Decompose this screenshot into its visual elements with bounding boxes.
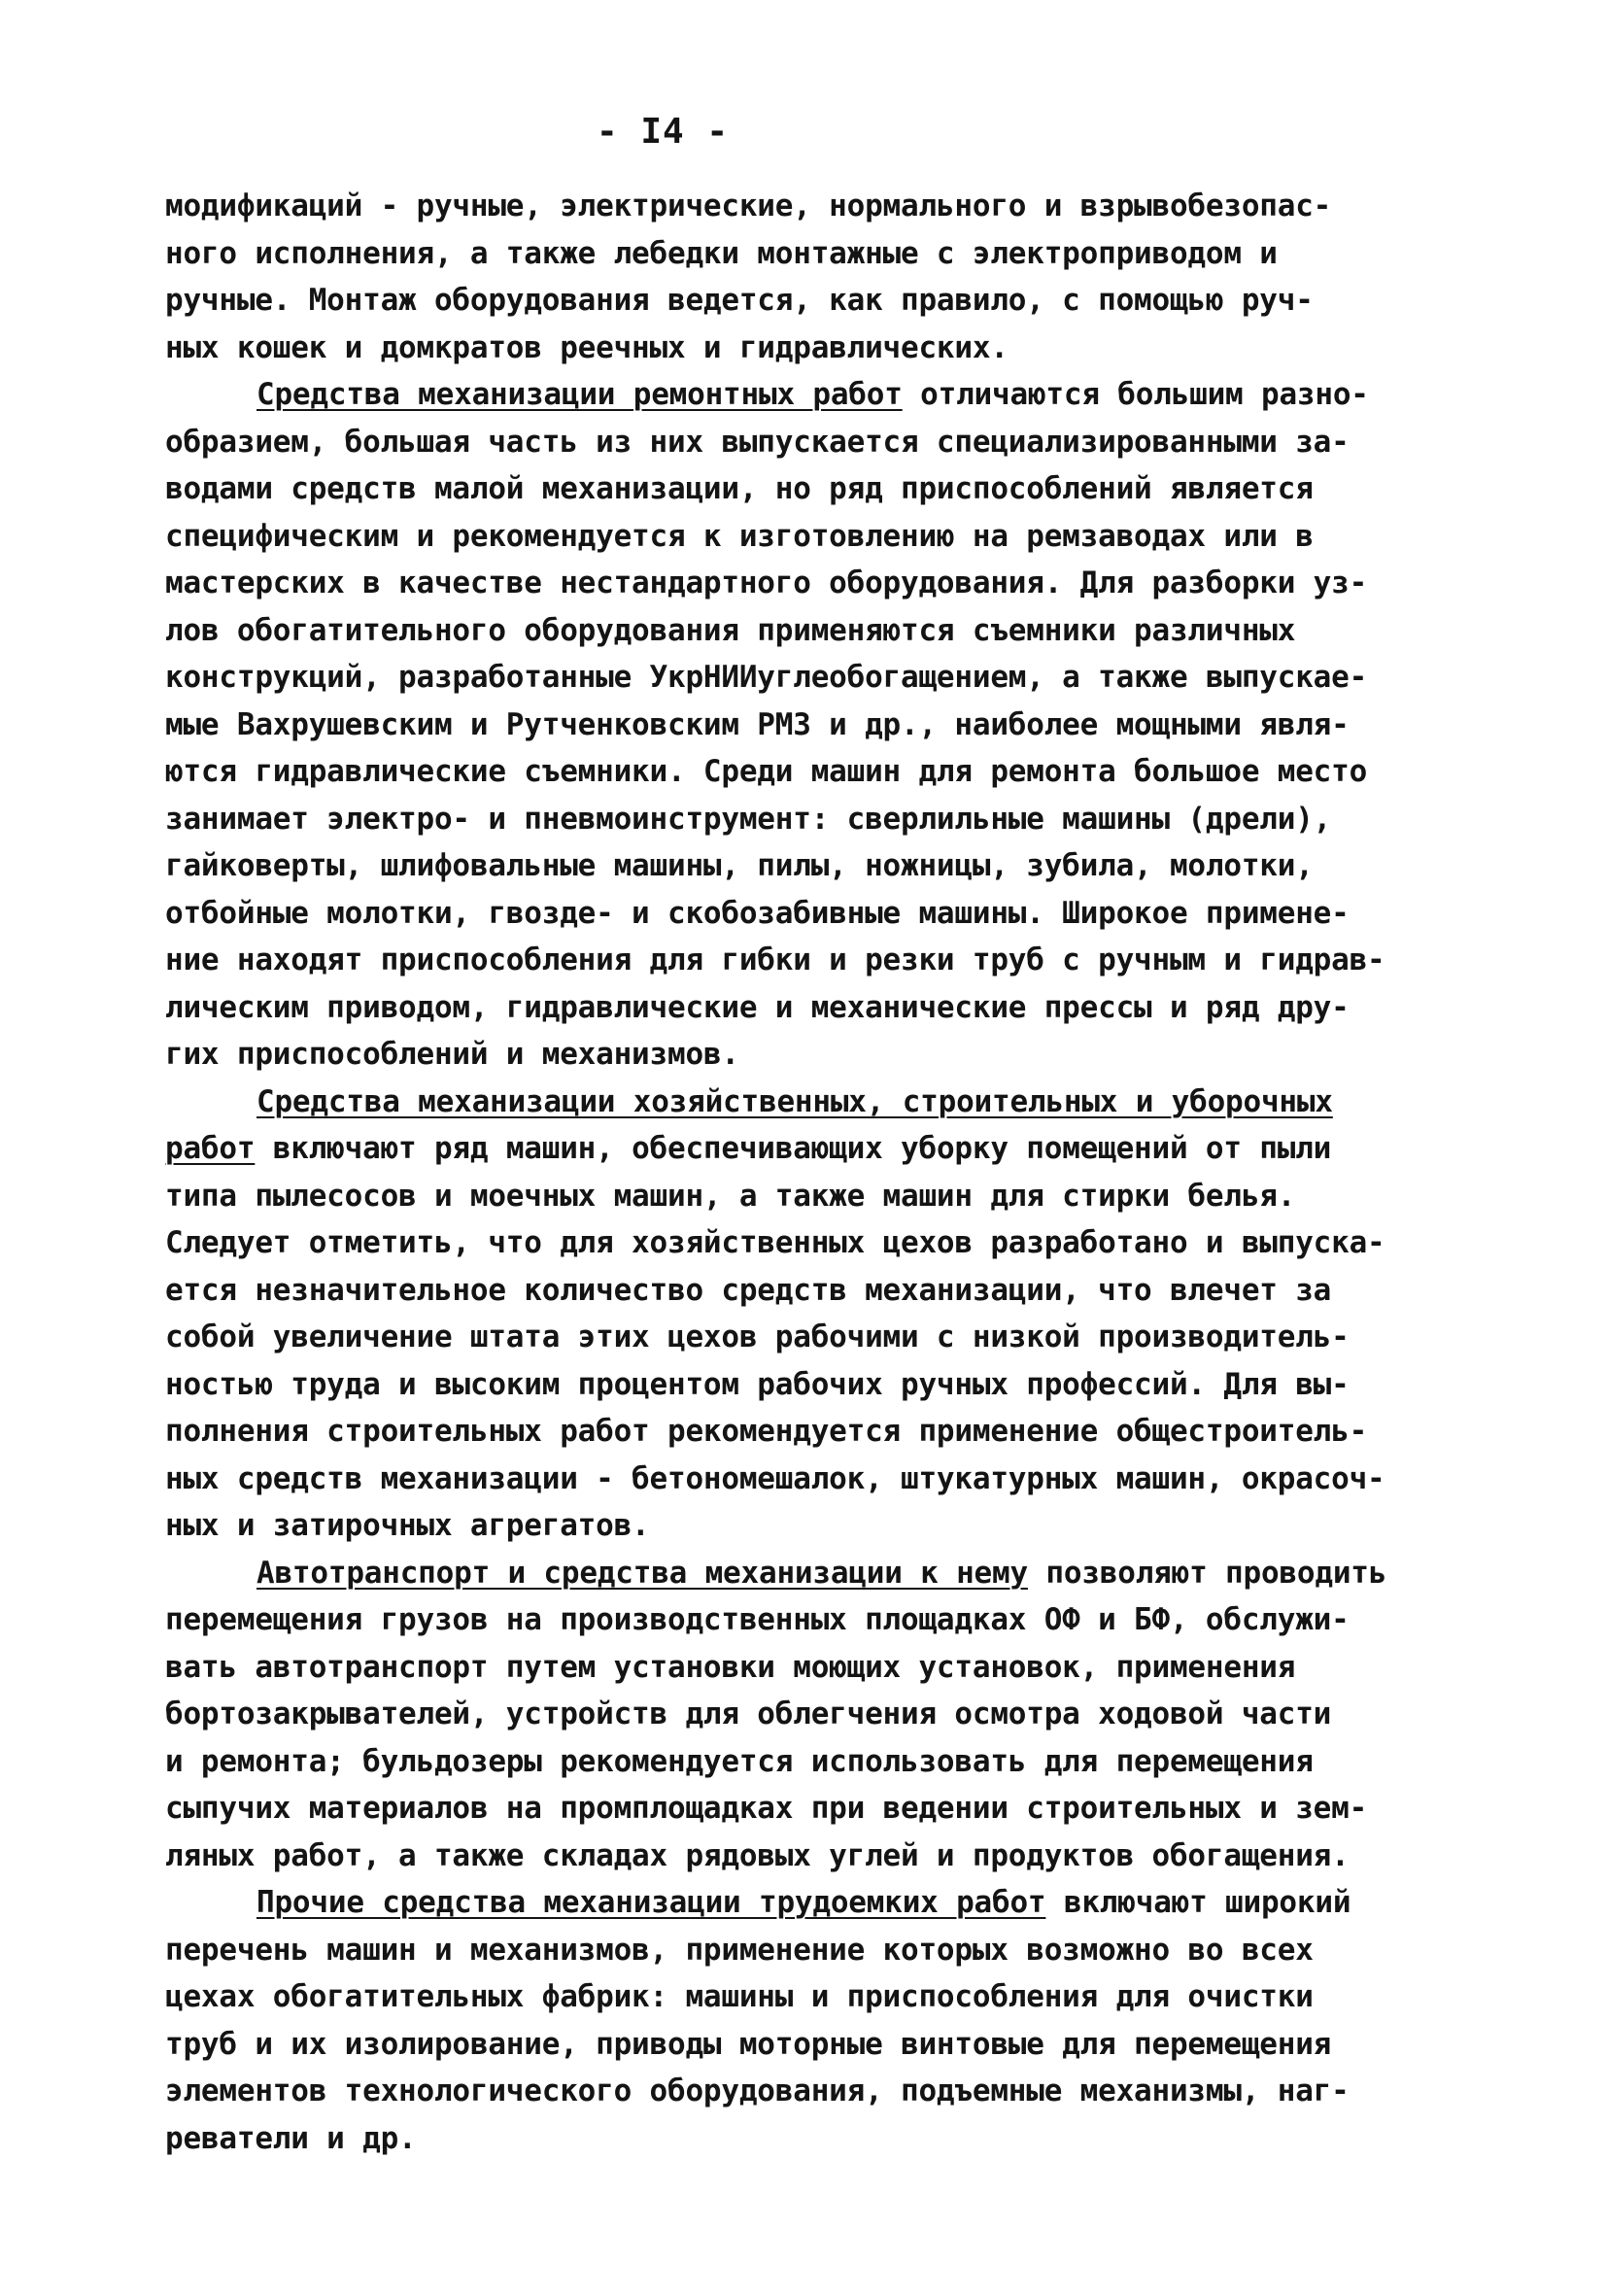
text-line: модификаций - ручные, электрические, нормального и взрывобезопас-: [165, 188, 1332, 223]
text-line: ются гидравлические съемники. Среди машин для ремонта большое место: [165, 754, 1368, 789]
text-line: и ремонта; бульдозеры рекомендуется использовать для перемещения: [165, 1743, 1314, 1779]
text-line: сыпучих материалов на промплощадках при ведении строительных и зем-: [165, 1791, 1368, 1826]
text-line: ляных работ, а также складах рядовых углей и продуктов обогащения.: [165, 1837, 1350, 1873]
body-text: [165, 183, 1487, 2162]
text-line: [165, 371, 1487, 419]
text-line: отбойные молотки, гвозде- и скобозабивные машины. Широкое примене-: [165, 895, 1350, 931]
text-line: перечень машин и механизмов, применение которых возможно во всех: [165, 1932, 1314, 1968]
section-heading-household-mechanization: Средства механизации хозяйственных, строительных и уборочных: [256, 1083, 1333, 1119]
text-line: ных кошек и домкратов реечных и гидравлических.: [165, 329, 1009, 365]
text-line: гайковерты, шлифовальные машины, пилы, ножницы, зубила, молотки,: [165, 848, 1314, 883]
text-line: ностью труда и высоким процентом рабочих ручных профессий. Для вы-: [165, 1366, 1350, 1402]
text-run: отличаются большим разно-: [902, 377, 1369, 412]
text-line: занимает электро- и пневмоинструмент: сверлильные машины (дрели),: [165, 801, 1332, 837]
text-line: лическим приводом, гидравлические и механические прессы и ряд дру-: [165, 989, 1350, 1025]
text-line: специфическим и рекомендуется к изготовлению на ремзаводах или в: [165, 518, 1314, 554]
text-line: ных средств механизации - бетономешалок, штукатурных машин, окрасоч-: [165, 1460, 1385, 1496]
text-line: [165, 1879, 1487, 1927]
text-line: перемещения грузов на производственных площадках ОФ и БФ, обслужи-: [165, 1602, 1350, 1637]
section-heading-household-mechanization-cont: работ: [165, 1131, 256, 1166]
text-line: водами средств малой механизации, но ряд приспособлений является: [165, 471, 1314, 506]
text-line: гих приспособлений и механизмов.: [165, 1037, 739, 1072]
section-heading-motor-transport: Автотранспорт и средства механизации к нему: [256, 1555, 1028, 1591]
text-line: мастерских в качестве нестандартного оборудования. Для разборки уз-: [165, 565, 1368, 600]
text-line: мые Вахрушевским и Рутченковским РМЗ и др., наиболее мощными явля-: [165, 706, 1350, 742]
text-run: включают широкий: [1045, 1885, 1351, 1920]
text-line: [165, 1079, 1487, 1126]
text-line: труб и их изолирование, приводы моторные винтовые для перемещения: [165, 2026, 1332, 2062]
section-heading-repair-mechanization: Средства механизации ремонтных работ: [256, 377, 903, 412]
text-line: вать автотранспорт путем установки моющих установок, применения: [165, 1649, 1296, 1685]
text-line: собой увеличение штата этих цехов рабочими с низкой производитель-: [165, 1319, 1350, 1354]
text-run: позволяют проводить: [1027, 1555, 1387, 1591]
section-heading-other-mechanization: Прочие средства механизации трудоемких работ: [256, 1885, 1046, 1920]
text-line: реватели и др.: [165, 2120, 417, 2156]
text-line: ние находят приспособления для гибки и резки труб с ручным и гидрав-: [165, 942, 1385, 977]
text-line: ручные. Монтаж оборудования ведется, как правило, с помощью руч-: [165, 283, 1314, 318]
text-line: образием, большая часть из них выпускается специализированными за-: [165, 424, 1350, 460]
text-line: лов обогатительного оборудования применяются съемники различных: [165, 612, 1296, 648]
text-line: цехах обогатительных фабрик: машины и приспособления для очистки: [165, 1979, 1314, 2014]
text-line: элементов технологического оборудования, подъемные механизмы, наг-: [165, 2073, 1350, 2108]
text-line: бортозакрывателей, устройств для облегчения осмотра ходовой части: [165, 1696, 1332, 1731]
text-line: полнения строительных работ рекомендуется применение общестроитель-: [165, 1414, 1368, 1449]
text-line: ных и затирочных агрегатов.: [165, 1508, 650, 1543]
text-line: Следует отметить, что для хозяйственных цехов разработано и выпуска-: [165, 1225, 1385, 1260]
page-number: - I4 -: [596, 112, 730, 152]
text-run: включают ряд машин, обеспечивающих уборку помещений от пыли: [255, 1131, 1332, 1166]
text-line: типа пылесосов и моечных машин, а также машин для стирки белья.: [165, 1178, 1296, 1214]
text-line: [165, 1550, 1487, 1597]
text-line: [165, 1125, 1487, 1173]
text-line: ного исполнения, а также лебедки монтажные с электроприводом и: [165, 235, 1278, 271]
text-line: ется незначительное количество средств механизации, что влечет за: [165, 1272, 1332, 1308]
text-line: конструкций, разработанные УкрНИИуглеобогащением, а также выпускае-: [165, 660, 1368, 695]
